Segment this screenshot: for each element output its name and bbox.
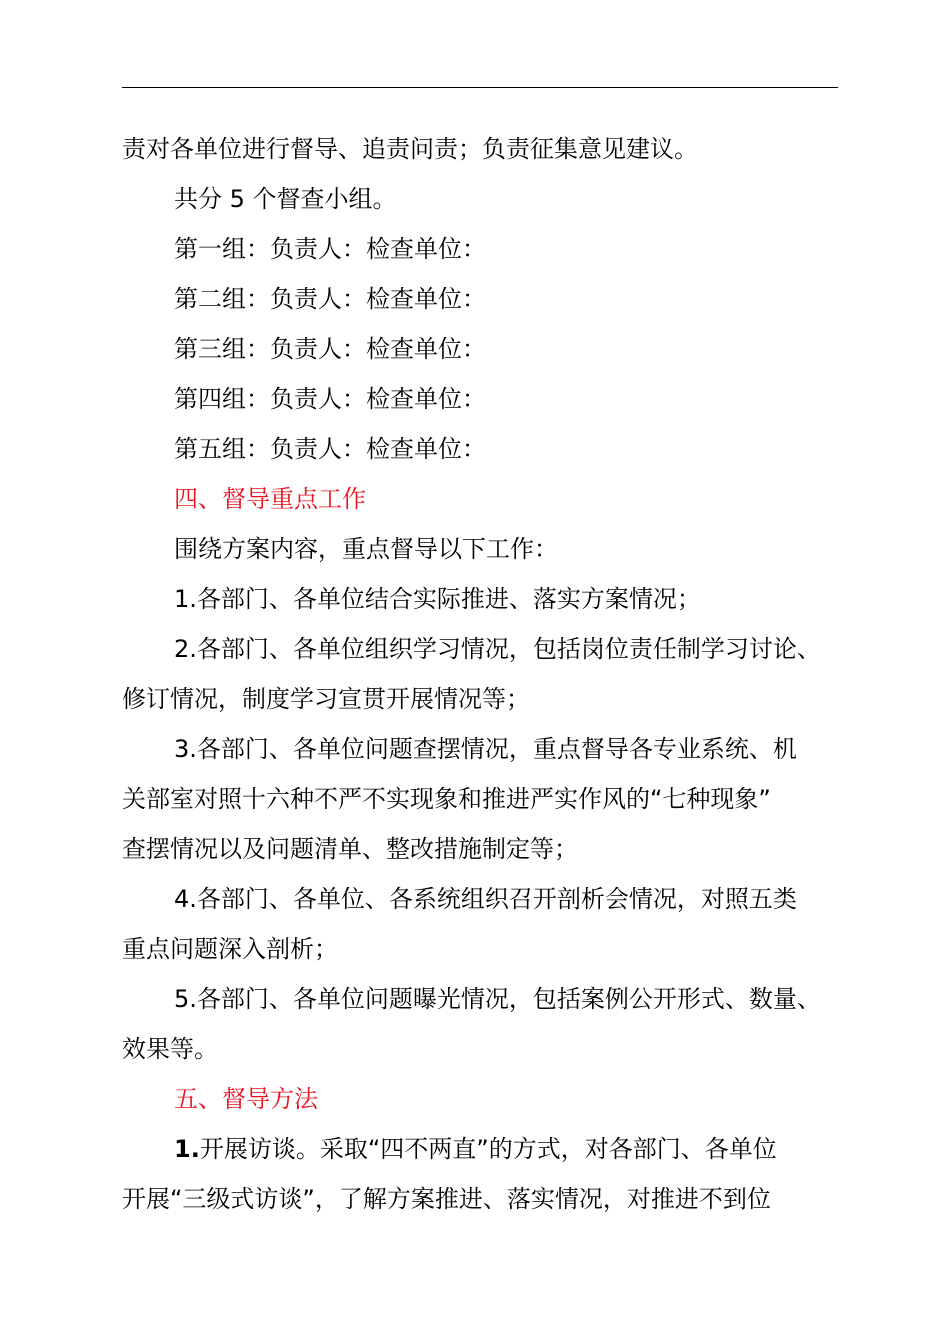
list-item: 5.各部门、各单位问题曝光情况，包括案例公开形式、数量、	[174, 985, 821, 1013]
list-number: 1.	[174, 1135, 200, 1163]
section-heading: 五、督导方法	[174, 1085, 318, 1113]
group-line: 第四组：负责人：检查单位：	[174, 385, 486, 413]
section-heading: 四、督导重点工作	[174, 485, 366, 513]
group-line: 第二组：负责人：检查单位：	[174, 285, 486, 313]
paragraph-line: 开展“三级式访谈”，了解方案推进、落实情况，对推进不到位	[122, 1185, 771, 1213]
paragraph-line: 效果等。	[122, 1035, 218, 1063]
paragraph-line: 围绕方案内容，重点督导以下工作：	[174, 535, 558, 563]
paragraph-line: 修订情况，制度学习宣贯开展情况等；	[122, 685, 530, 713]
paragraph-line: 共分 5 个督查小组。	[174, 185, 397, 213]
list-item: 2.各部门、各单位组织学习情况，包括岗位责任制学习讨论、	[174, 635, 821, 663]
group-line: 第一组：负责人：检查单位：	[174, 235, 486, 263]
document-body	[122, 124, 852, 1224]
list-item-text: 开展访谈。采取“四不两直”的方式，对各部门、各单位	[199, 1135, 777, 1163]
group-line: 第五组：负责人：检查单位：	[174, 435, 486, 463]
paragraph-line: 重点问题深入剖析；	[122, 935, 338, 963]
header-rule	[122, 87, 838, 88]
list-item: 3.各部门、各单位问题查摆情况，重点督导各专业系统、机	[174, 735, 797, 763]
paragraph-line: 查摆情况以及问题清单、整改措施制定等；	[122, 835, 578, 863]
group-line: 第三组：负责人：检查单位：	[174, 335, 486, 363]
list-item	[122, 1124, 852, 1174]
paragraph-line: 责对各单位进行督导、追责问责；负责征集意见建议。	[122, 135, 698, 163]
list-item: 4.各部门、各单位、各系统组织召开剖析会情况，对照五类	[174, 885, 797, 913]
paragraph-line: 关部室对照十六种不严不实现象和推进严实作风的“七种现象”	[122, 785, 771, 813]
list-item: 1.各部门、各单位结合实际推进、落实方案情况；	[174, 585, 701, 613]
